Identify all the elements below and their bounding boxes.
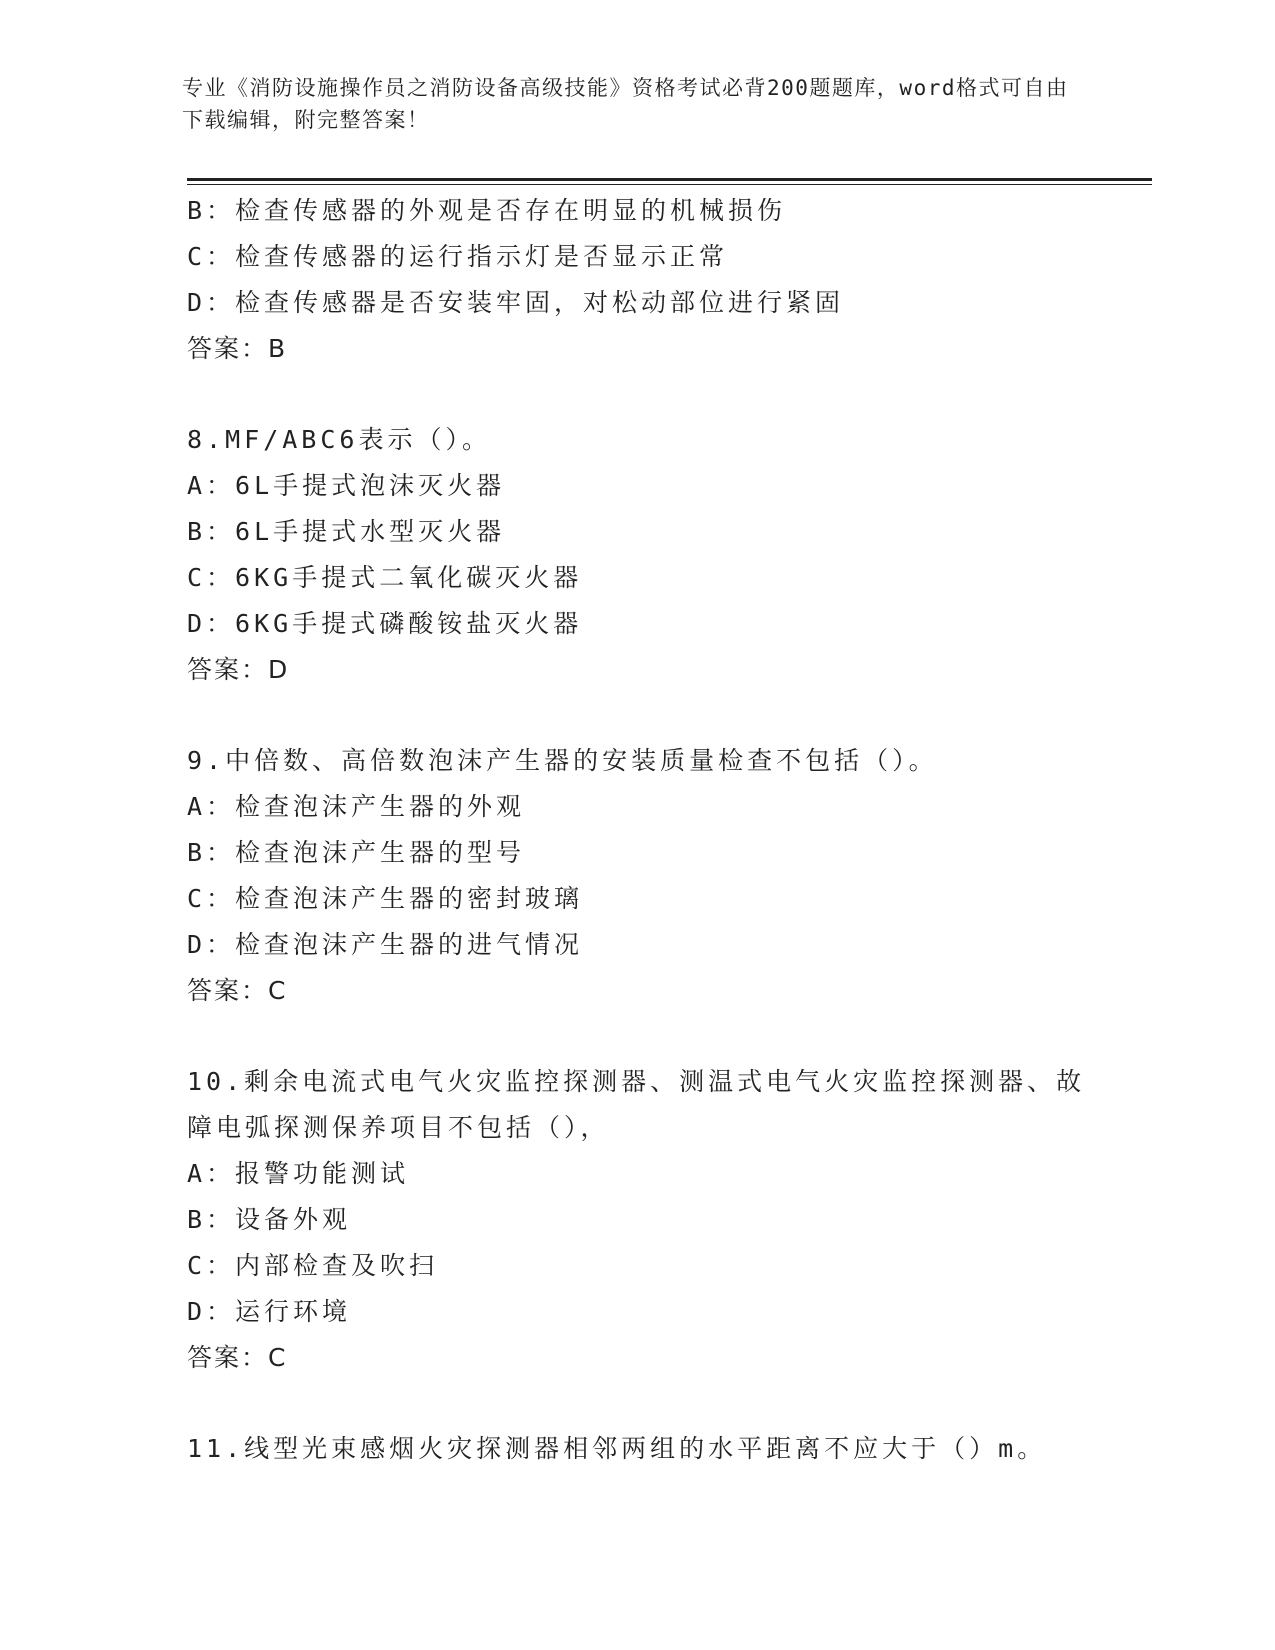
header-title: 专业《消防设施操作员之消防设备高级技能》资格考试必背200题题库，word格式可自由下载编辑，附完整答案！ [182,76,1069,132]
option-b: B：6L手提式水型灭火器 [187,517,506,546]
question-text: 8.MF/ABC6表示（）。 [187,425,491,454]
question-block-7 [187,188,1107,372]
question-text-line-2: 障电弧探测保养项目不包括（）， [187,1113,610,1142]
answer: 答案：C [187,976,288,1005]
option-b: B：设备外观 [187,1205,352,1234]
answer: 答案：C [187,1343,288,1372]
answer: 答案：B [187,334,288,363]
question-block-10 [187,1059,1107,1381]
option-d: D：检查泡沫产生器的进气情况 [187,930,584,959]
option-b: B：检查泡沫产生器的型号 [187,838,526,867]
question-text-line-1: 10.剩余电流式电气火灾监控探测器、测温式电气火灾监控探测器、故 [187,1067,1086,1096]
option-d: D：6KG手提式磷酸铵盐灭火器 [187,609,583,638]
question-list [187,188,1107,1472]
question-text: 9.中倍数、高倍数泡沫产生器的安装质量检查不包括（）。 [187,746,938,775]
header-divider-thick [187,178,1152,181]
question-block-9 [187,738,1107,1014]
option-c: C：6KG手提式二氧化碳灭火器 [187,563,583,592]
question-block-11 [187,1426,1107,1472]
question-text: 11.线型光束感烟火灾探测器相邻两组的水平距离不应大于（）m。 [187,1434,1047,1463]
option-b: B：检查传感器的外观是否存在明显的机械损伤 [187,196,787,225]
option-c: C：检查泡沫产生器的密封玻璃 [187,884,584,913]
answer: 答案：D [187,655,290,684]
option-d: D：检查传感器是否安装牢固，对松动部位进行紧固 [187,288,845,317]
document-header [182,72,1082,136]
option-d: D：运行环境 [187,1297,352,1326]
option-a: A：检查泡沫产生器的外观 [187,792,526,821]
question-block-8 [187,417,1107,693]
option-c: C：检查传感器的运行指示灯是否显示正常 [187,242,729,271]
option-c: C：内部检查及吹扫 [187,1251,439,1280]
option-a: A：6L手提式泡沫灭火器 [187,471,506,500]
option-a: A：报警功能测试 [187,1159,410,1188]
header-divider-thin [187,184,1152,185]
